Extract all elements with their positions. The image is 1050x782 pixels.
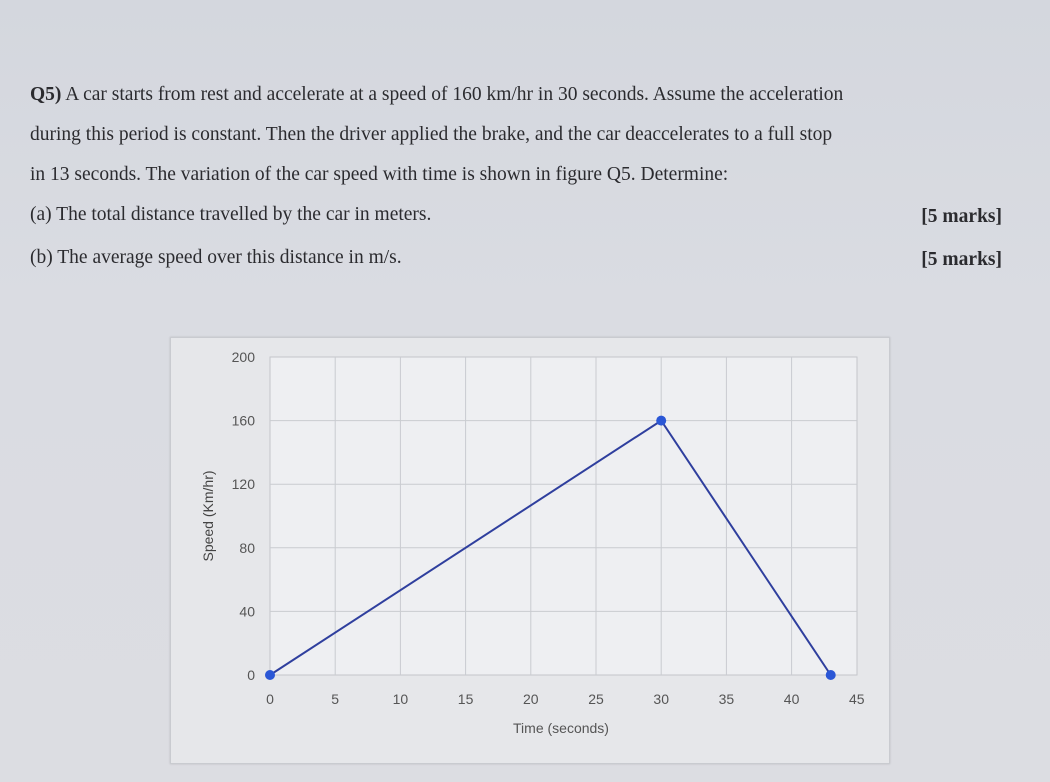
x-tick-label: 5 — [331, 691, 340, 707]
plot-area — [270, 357, 857, 675]
data-point — [265, 670, 275, 680]
question-label: Q5) — [30, 84, 62, 105]
x-tick-label: 10 — [392, 691, 409, 707]
x-tick-label: 25 — [588, 691, 604, 707]
x-tick-label: 0 — [266, 691, 274, 707]
x-tick-label: 30 — [653, 691, 669, 707]
x-tick-label: 35 — [718, 691, 735, 707]
question-line-1 — [30, 84, 843, 106]
x-axis-label: Time (seconds) — [513, 720, 609, 736]
figure-q5-chart — [170, 337, 890, 764]
x-tick-label: 45 — [849, 691, 865, 707]
question-line-2: during this period is constant. Then the driver applied the brake, and the car deaccelerates to a full stop — [30, 124, 833, 145]
part-a-text: (a) The total distance travelled by the car in meters. — [30, 204, 432, 225]
y-tick-label: 80 — [239, 539, 255, 556]
question-text-1: A car starts from rest and accelerate at a speed of 160 km/hr in 30 seconds. Assume the acceleration — [61, 84, 844, 105]
y-tick-label: 0 — [247, 667, 255, 683]
question-line-3: in 13 seconds. The variation of the car speed with time is shown in figure Q5. Determine: — [30, 164, 729, 185]
part-b-marks: [5 marks] — [921, 249, 1002, 270]
y-tick-label: 200 — [231, 349, 255, 365]
x-tick-label: 40 — [783, 691, 800, 707]
data-point — [656, 416, 666, 426]
part-b-text: (b) The average speed over this distance in m/s. — [30, 247, 402, 268]
y-tick-label: 120 — [231, 476, 255, 493]
data-point — [826, 670, 836, 680]
x-tick-label: 15 — [457, 691, 474, 707]
y-tick-label: 40 — [239, 603, 255, 620]
x-tick-label: 20 — [523, 691, 539, 707]
chart-svg — [171, 338, 889, 763]
part-a-marks: [5 marks] — [921, 206, 1002, 227]
y-tick-label: 160 — [231, 412, 255, 429]
y-axis-label: Speed (Km/hr) — [200, 470, 216, 562]
